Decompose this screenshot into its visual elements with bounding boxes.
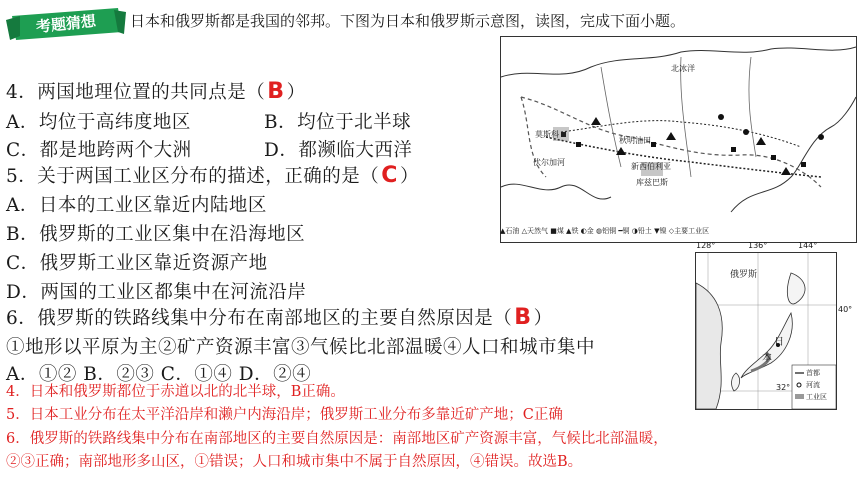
q5-option-a: A．日本的工业区靠近内陆地区 <box>6 195 267 216</box>
q6-close: ） <box>533 308 553 329</box>
explanation-6-line-1: 6．俄罗斯的铁路线集中分布在南部地区的主要自然原因是：南部地区矿产资源丰富，气候比北部温暖， <box>6 431 668 447</box>
q4-options-row-1 <box>6 108 412 134</box>
q5-close: ） <box>399 166 419 187</box>
label-arctic-ocean: 北冰洋 <box>671 64 695 73</box>
russia-map <box>500 36 857 243</box>
q6-stem: 6．俄罗斯的铁路线集中分布在南部地区的主要自然原因是（ <box>6 308 513 329</box>
badge-label: 考题猜想 <box>35 11 97 37</box>
label-russia: 俄罗斯 <box>730 270 758 280</box>
explanation-5: 5．日本工业分布在太平洋沿岸和濑户内海沿岸；俄罗斯工业分布多靠近矿产地；C正确 <box>6 407 563 423</box>
q4-answer: B <box>267 79 285 104</box>
legend-river: 河流 <box>806 381 820 389</box>
q4-stem-line <box>6 78 306 104</box>
q5-option-b: B．俄罗斯的工业区集中在沿海地区 <box>6 224 306 245</box>
q4-close: ） <box>286 82 306 103</box>
intro-text: 日本和俄罗斯都是我国的邻邦。下图为日本和俄罗斯示意图，读图，完成下面小题。 <box>130 12 686 30</box>
label-ben: 本 <box>762 353 772 364</box>
label-novosibirsk: 新西伯利亚 <box>631 162 671 171</box>
legend-capital: 首都 <box>806 369 820 377</box>
q6-options: A．①② B．②③ C．①④ D．②④ <box>6 364 312 385</box>
label-volga: 伏尔加河 <box>533 158 565 167</box>
label-kuzbass: 库兹巴斯 <box>636 178 668 187</box>
q6-stem-line <box>6 304 553 330</box>
lon-144: 144° <box>798 241 818 250</box>
q4-option-d: D．都濒临大西洋 <box>264 140 413 161</box>
label-tyumen: 秋明油田 <box>619 136 651 145</box>
label-ri: 日 <box>774 337 784 348</box>
legend-industrial: 工业区 <box>806 393 827 401</box>
q5-option-d: D．两国的工业区都集中在河流沿岸 <box>6 282 307 303</box>
label-moscow: 莫斯科 <box>535 130 559 139</box>
lat-40: 40° <box>838 305 853 314</box>
q6-answer: B <box>514 305 532 330</box>
lat-32: 32° <box>776 383 791 392</box>
topic-badge <box>6 6 126 42</box>
russia-map-legend: ▲石油 △天然气 ■煤 ▲铁 ◐金 ◍铝铜 ━铜 ◑铅土 ▼镍 ◇主要工业区 <box>500 227 710 235</box>
lon-128: 128° <box>696 241 716 250</box>
q5-stem: 5．关于两国工业区分布的描述，正确的是（ <box>6 166 380 187</box>
explanation-6-line-2: ②③正确；南部地形多山区，①错误；人口和城市集中不属于自然原因，④错误。故选B。 <box>6 454 583 470</box>
q4-option-c: C．都是地跨两个大洲 <box>6 140 192 161</box>
q5-option-c: C．俄罗斯工业区靠近资源产地 <box>6 253 268 274</box>
japan-map <box>695 241 853 410</box>
q4-stem: 4．两国地理位置的共同点是（ <box>6 82 266 103</box>
q4-option-b: B．均位于北半球 <box>264 112 412 133</box>
explanation-4: 4．日本和俄罗斯都位于赤道以北的北半球，B正确。 <box>6 384 345 400</box>
lon-136: 136° <box>748 241 768 250</box>
q4-options-row-2 <box>6 136 413 162</box>
q5-stem-line <box>6 162 419 188</box>
q5-answer: C <box>381 163 398 188</box>
q4-option-a: A．均位于高纬度地区 <box>6 112 191 133</box>
q6-conditions: ①地形以平原为主②矿产资源丰富③气候比北部温暖④人口和城市集中 <box>6 337 596 358</box>
